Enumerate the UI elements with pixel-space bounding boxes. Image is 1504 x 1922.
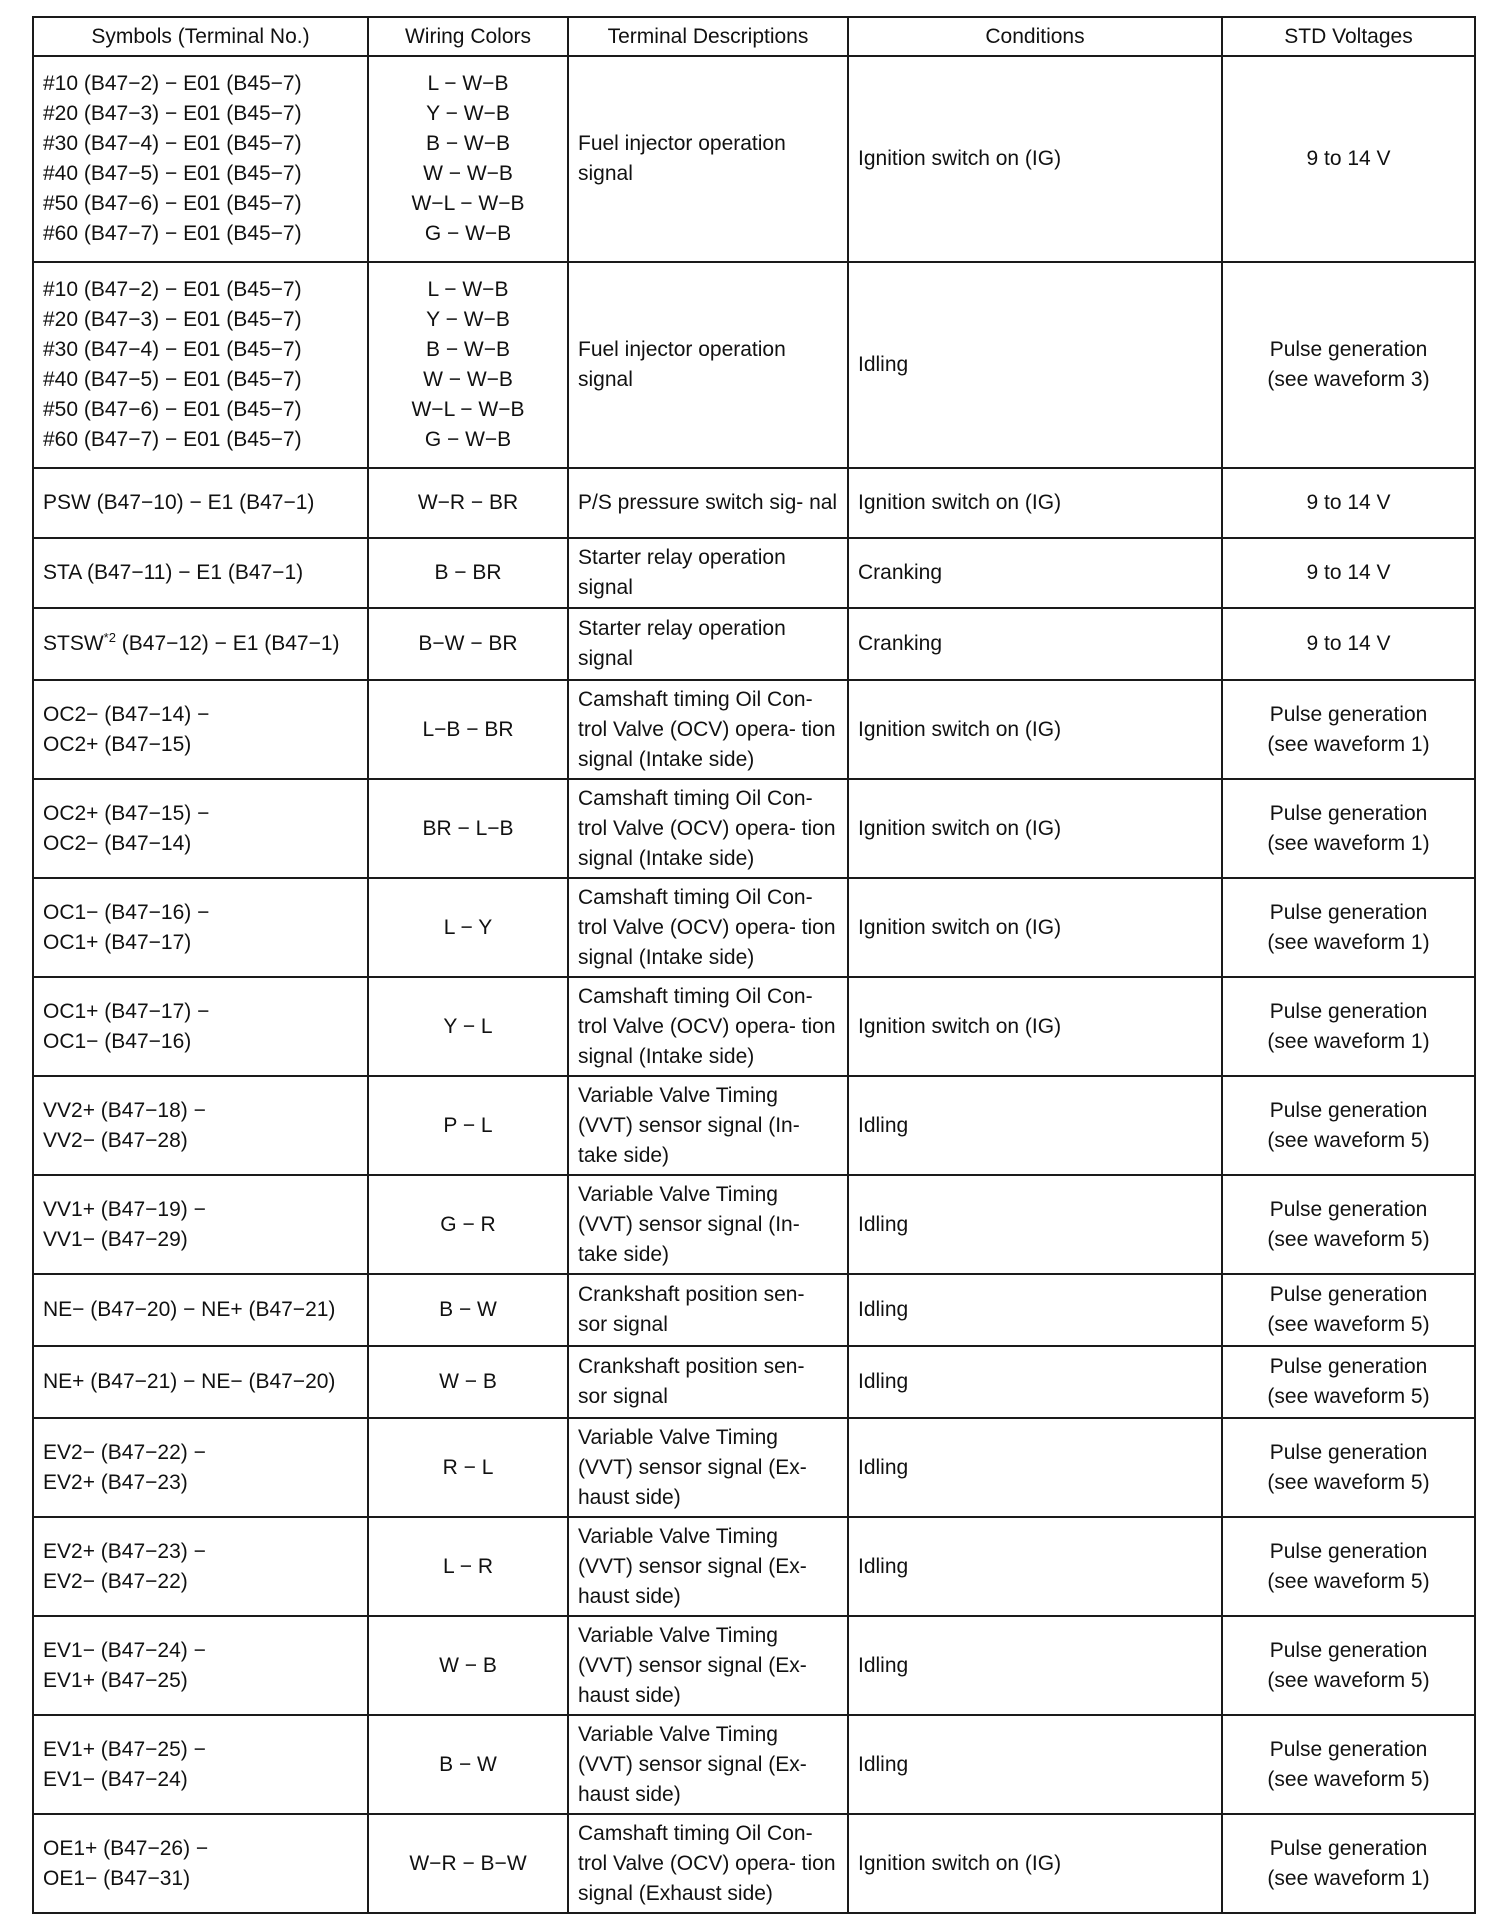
table-header-row (33, 17, 1475, 56)
voltage-line: (see waveform 1) (1267, 1029, 1430, 1053)
voltage-line: Pulse generation (1269, 1098, 1428, 1122)
wiring-cell (368, 1715, 568, 1814)
voltage-line: (see waveform 1) (1267, 930, 1430, 954)
wiring-cell (368, 878, 568, 977)
table-row (33, 1346, 1475, 1418)
symbol-line: OC1+ (B47−17) (43, 930, 192, 954)
symbol-line: STA (B47−11) − E1 (B47−1) (43, 561, 304, 584)
wiring-line: L − W−B (427, 278, 509, 301)
voltage-line: Pulse generation (1269, 1283, 1428, 1306)
wiring-line: B − W−B (425, 338, 511, 361)
description-cell: Starter relay operation signal (568, 538, 848, 608)
terminal-voltage-sheet (32, 16, 1474, 1914)
symbol-line: #40 (B47−5) − E01 (B45−7) (43, 162, 302, 185)
table-row (33, 1274, 1475, 1346)
voltage-line: Pulse generation (1269, 801, 1428, 825)
condition-cell: Ignition switch on (IG) (848, 56, 1222, 262)
symbol-line: EV2+ (B47−23) (43, 1470, 188, 1494)
wiring-line: W−L − W−B (411, 398, 525, 421)
wiring-line: P − L (443, 1113, 493, 1137)
condition-cell: Cranking (848, 608, 1222, 680)
wiring-cell (368, 1814, 568, 1913)
wiring-line: B−W − BR (418, 632, 518, 655)
description-cell: Camshaft timing Oil Con- trol Valve (OCV) opera- tion signal (Exhaust side) (568, 1814, 848, 1913)
header-std-voltages: STD Voltages (1222, 17, 1475, 56)
voltage-line: Pulse generation (1269, 999, 1428, 1023)
description-cell: Fuel injector operation signal (568, 262, 848, 468)
description-cell: Variable Valve Timing (VVT) sensor signal (Ex- haust side) (568, 1715, 848, 1814)
voltage-cell (1222, 878, 1475, 977)
condition-cell: Idling (848, 1175, 1222, 1274)
header-symbols: Symbols (Terminal No.) (33, 17, 368, 56)
condition-cell: Idling (848, 262, 1222, 468)
description-cell: Camshaft timing Oil Con- trol Valve (OCV) opera- tion signal (Intake side) (568, 977, 848, 1076)
symbol-terminals: (B47−12) − E1 (B47−1) (115, 632, 340, 655)
voltage-line: (see waveform 5) (1267, 1767, 1430, 1791)
wiring-line: G − W−B (424, 428, 512, 451)
voltage-cell (1222, 1274, 1475, 1346)
voltage-cell (1222, 1715, 1475, 1814)
voltage-line: Pulse generation (1269, 1355, 1428, 1378)
symbols-cell (33, 1616, 368, 1715)
symbol-name: STSW (43, 632, 104, 655)
symbol-line: NE+ (B47−21) − NE− (B47−20) (43, 1370, 336, 1393)
condition-cell: Ignition switch on (IG) (848, 468, 1222, 538)
description-cell: Crankshaft position sen- sor signal (568, 1346, 848, 1418)
symbol-line: OC2− (B47−14) (43, 831, 192, 855)
voltage-cell (1222, 538, 1475, 608)
condition-cell: Idling (848, 1274, 1222, 1346)
voltage-cell (1222, 608, 1475, 680)
table-row (33, 1715, 1475, 1814)
symbols-cell (33, 1814, 368, 1913)
table-row (33, 1517, 1475, 1616)
symbols-cell (33, 1418, 368, 1517)
symbol-line: EV2− (B47−22) (43, 1569, 188, 1593)
wiring-line: W − W−B (423, 368, 513, 391)
voltage-cell (1222, 262, 1475, 468)
wiring-line: BR − L−B (422, 816, 514, 840)
symbols-cell (33, 1175, 368, 1274)
description-cell: Variable Valve Timing (VVT) sensor signal (In- take side) (568, 1076, 848, 1175)
symbols-cell (33, 1715, 368, 1814)
table-row (33, 262, 1475, 468)
wiring-cell (368, 977, 568, 1076)
wiring-line: B − W−B (425, 132, 511, 155)
header-wiring-colors: Wiring Colors (368, 17, 568, 56)
symbol-line: #30 (B47−4) − E01 (B45−7) (43, 338, 302, 361)
condition-cell: Ignition switch on (IG) (848, 878, 1222, 977)
voltage-line: Pulse generation (1269, 1539, 1428, 1563)
wiring-line: B − W (439, 1298, 497, 1321)
description-cell: Crankshaft position sen- sor signal (568, 1274, 848, 1346)
voltage-line: (see waveform 1) (1267, 1866, 1430, 1890)
table-row (33, 608, 1475, 680)
voltage-line: Pulse generation (1269, 1197, 1428, 1221)
symbols-cell (33, 878, 368, 977)
voltage-line: Pulse generation (1269, 702, 1428, 726)
wiring-cell (368, 680, 568, 779)
voltage-line: 9 to 14 V (1306, 491, 1391, 514)
voltage-cell (1222, 468, 1475, 538)
wiring-line: W − W−B (423, 162, 513, 185)
condition-cell: Idling (848, 1517, 1222, 1616)
description-cell: Fuel injector operation signal (568, 56, 848, 262)
wiring-cell (368, 1517, 568, 1616)
footnote-mark: *2 (103, 630, 116, 645)
symbols-cell (33, 680, 368, 779)
wiring-cell (368, 608, 568, 680)
symbols-cell (33, 1076, 368, 1175)
voltage-cell (1222, 1076, 1475, 1175)
voltage-line: Pulse generation (1269, 1440, 1428, 1464)
wiring-cell (368, 779, 568, 878)
symbols-cell (33, 1346, 368, 1418)
wiring-line: W−L − W−B (411, 192, 525, 215)
voltage-cell (1222, 779, 1475, 878)
table-row (33, 1616, 1475, 1715)
wiring-line: W − B (439, 1653, 497, 1677)
symbol-line: #10 (B47−2) − E01 (B45−7) (43, 278, 302, 301)
table-row (33, 468, 1475, 538)
description-cell: Camshaft timing Oil Con- trol Valve (OCV) opera- tion signal (Intake side) (568, 779, 848, 878)
symbol-line: #50 (B47−6) − E01 (B45−7) (43, 398, 302, 421)
symbols-cell (33, 56, 368, 262)
voltage-line: (see waveform 5) (1267, 1470, 1430, 1494)
table-row (33, 1814, 1475, 1913)
symbol-line: EV1+ (B47−25) (43, 1668, 188, 1692)
symbol-line: #50 (B47−6) − E01 (B45−7) (43, 192, 302, 215)
wiring-line: B − BR (434, 561, 502, 584)
wiring-line: R − L (442, 1455, 494, 1479)
wiring-cell (368, 1616, 568, 1715)
voltage-cell (1222, 680, 1475, 779)
symbols-cell (33, 1274, 368, 1346)
symbol-line: EV2+ (B47−23) − (43, 1539, 206, 1563)
symbol-line: OC2− (B47−14) − (43, 702, 210, 726)
symbols-cell (33, 468, 368, 538)
table-row (33, 779, 1475, 878)
symbol-line: EV1− (B47−24) (43, 1767, 188, 1791)
description-cell: Variable Valve Timing (VVT) sensor signal (In- take side) (568, 1175, 848, 1274)
symbol-line: VV2+ (B47−18) − (43, 1098, 206, 1122)
wiring-cell (368, 262, 568, 468)
condition-cell: Idling (848, 1715, 1222, 1814)
header-terminal-descriptions: Terminal Descriptions (568, 17, 848, 56)
wiring-cell (368, 538, 568, 608)
symbols-cell (33, 977, 368, 1076)
symbol-line: OC1− (B47−16) (43, 1029, 192, 1053)
voltage-line: 9 to 14 V (1306, 147, 1391, 170)
symbol-line: OC1− (B47−16) − (43, 900, 210, 924)
condition-cell: Idling (848, 1616, 1222, 1715)
condition-cell: Cranking (848, 538, 1222, 608)
table-row (33, 680, 1475, 779)
voltage-cell (1222, 56, 1475, 262)
condition-cell: Ignition switch on (IG) (848, 977, 1222, 1076)
symbol-line: OC2+ (B47−15) (43, 732, 192, 756)
symbols-cell (33, 262, 368, 468)
condition-cell: Idling (848, 1076, 1222, 1175)
table-row (33, 1076, 1475, 1175)
table-row (33, 1175, 1475, 1274)
symbol-line: #20 (B47−3) − E01 (B45−7) (43, 102, 302, 125)
wiring-line: L − W−B (427, 72, 509, 95)
symbol-line: #60 (B47−7) − E01 (B45−7) (43, 222, 302, 245)
symbol-line: #60 (B47−7) − E01 (B45−7) (43, 428, 302, 451)
wiring-line: L − Y (443, 915, 493, 939)
wiring-line: L−B − BR (422, 717, 514, 741)
voltage-line: (see waveform 5) (1267, 1313, 1430, 1336)
symbol-line: OC1+ (B47−17) − (43, 999, 210, 1023)
voltage-cell (1222, 1616, 1475, 1715)
symbol-line: NE− (B47−20) − NE+ (B47−21) (43, 1298, 336, 1321)
description-cell: Starter relay operation signal (568, 608, 848, 680)
voltage-line: Pulse generation (1269, 1638, 1428, 1662)
voltage-line: Pulse generation (1269, 338, 1428, 361)
table-row (33, 878, 1475, 977)
wiring-cell (368, 1175, 568, 1274)
table-row (33, 1418, 1475, 1517)
voltage-cell (1222, 1175, 1475, 1274)
voltage-cell (1222, 1418, 1475, 1517)
voltage-line: (see waveform 5) (1267, 1569, 1430, 1593)
condition-cell: Ignition switch on (IG) (848, 680, 1222, 779)
voltage-line: (see waveform 1) (1267, 831, 1430, 855)
wiring-cell (368, 1418, 568, 1517)
wiring-line: W − B (439, 1370, 497, 1393)
wiring-cell (368, 1076, 568, 1175)
description-cell: Variable Valve Timing (VVT) sensor signal (Ex- haust side) (568, 1418, 848, 1517)
symbol-line: EV1+ (B47−25) − (43, 1737, 206, 1761)
symbols-cell (33, 608, 368, 680)
voltage-line: (see waveform 1) (1267, 732, 1430, 756)
symbols-cell (33, 779, 368, 878)
ecm-terminal-table (32, 16, 1476, 1914)
voltage-cell (1222, 977, 1475, 1076)
symbol-line: VV2− (B47−28) (43, 1128, 188, 1152)
voltage-cell (1222, 1517, 1475, 1616)
symbol-line: #10 (B47−2) − E01 (B45−7) (43, 72, 302, 95)
condition-cell: Idling (848, 1418, 1222, 1517)
condition-cell: Idling (848, 1346, 1222, 1418)
symbol-line: #20 (B47−3) − E01 (B45−7) (43, 308, 302, 331)
wiring-line: W−R − B−W (409, 1851, 527, 1875)
symbol-line: EV2− (B47−22) − (43, 1440, 206, 1464)
wiring-line: G − W−B (424, 222, 512, 245)
wiring-line: L − R (443, 1554, 493, 1578)
table-row (33, 56, 1475, 262)
voltage-line: (see waveform 3) (1267, 368, 1430, 391)
wiring-cell (368, 1274, 568, 1346)
wiring-line: Y − W−B (426, 308, 510, 331)
condition-cell: Ignition switch on (IG) (848, 1814, 1222, 1913)
header-conditions: Conditions (848, 17, 1222, 56)
description-cell: Variable Valve Timing (VVT) sensor signal (Ex- haust side) (568, 1616, 848, 1715)
wiring-line: Y − L (443, 1014, 493, 1038)
wiring-line: G − R (440, 1212, 496, 1236)
wiring-line: Y − W−B (426, 102, 510, 125)
description-cell: Camshaft timing Oil Con- trol Valve (OCV) opera- tion signal (Intake side) (568, 680, 848, 779)
symbol-line: PSW (B47−10) − E1 (B47−1) (43, 491, 315, 514)
wiring-line: W−R − BR (417, 491, 519, 514)
symbol-line: OE1− (B47−31) (43, 1866, 191, 1890)
symbols-cell (33, 538, 368, 608)
symbol-line: VV1+ (B47−19) − (43, 1197, 206, 1221)
voltage-line: Pulse generation (1269, 900, 1428, 924)
voltage-line: (see waveform 5) (1267, 1668, 1430, 1692)
description-cell: P/S pressure switch sig- nal (568, 468, 848, 538)
description-cell: Variable Valve Timing (VVT) sensor signal (Ex- haust side) (568, 1517, 848, 1616)
voltage-line: (see waveform 5) (1267, 1385, 1430, 1408)
symbol-line: VV1− (B47−29) (43, 1227, 188, 1251)
wiring-cell (368, 1346, 568, 1418)
symbol-line: #40 (B47−5) − E01 (B45−7) (43, 368, 302, 391)
wiring-line: B − W (439, 1752, 497, 1776)
wiring-cell (368, 56, 568, 262)
voltage-line: 9 to 14 V (1306, 561, 1391, 584)
symbols-cell (33, 1517, 368, 1616)
voltage-line: 9 to 14 V (1306, 632, 1391, 655)
voltage-line: (see waveform 5) (1267, 1227, 1430, 1251)
voltage-line: Pulse generation (1269, 1836, 1428, 1860)
symbol-line: OE1+ (B47−26) − (43, 1836, 209, 1860)
voltage-cell (1222, 1346, 1475, 1418)
voltage-cell (1222, 1814, 1475, 1913)
voltage-line: (see waveform 5) (1267, 1128, 1430, 1152)
wiring-cell (368, 468, 568, 538)
symbol-line: #30 (B47−4) − E01 (B45−7) (43, 132, 302, 155)
table-row (33, 538, 1475, 608)
symbol-line: EV1− (B47−24) − (43, 1638, 206, 1662)
voltage-line: Pulse generation (1269, 1737, 1428, 1761)
description-cell: Camshaft timing Oil Con- trol Valve (OCV) opera- tion signal (Intake side) (568, 878, 848, 977)
symbol-line: OC2+ (B47−15) − (43, 801, 210, 825)
condition-cell: Ignition switch on (IG) (848, 779, 1222, 878)
table-row (33, 977, 1475, 1076)
